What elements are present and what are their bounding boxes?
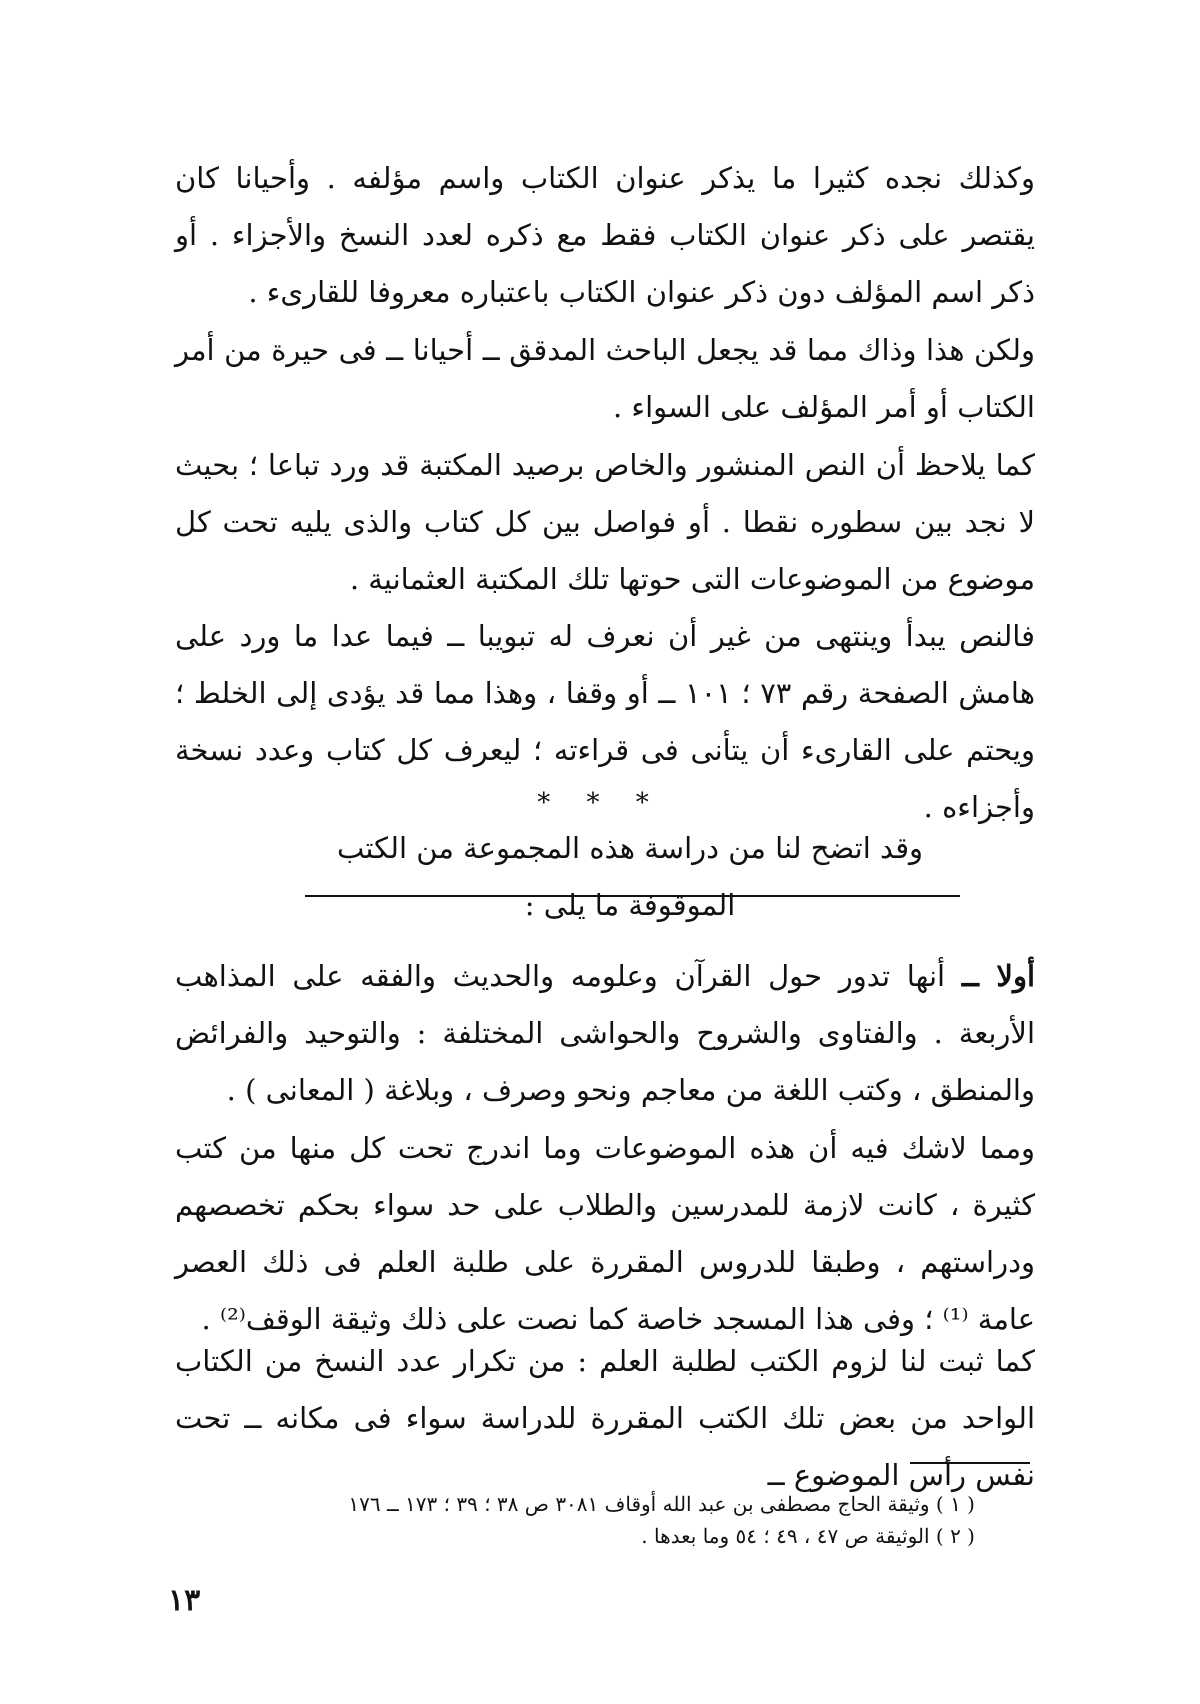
footnote-1: ( ١ ) وثيقة الحاج مصطفى بن عبد الله أوقاف ٣٠٨١ ص ٣٨ ؛ ٣٩ ؛ ١٧٣ ــ ١٧٦ bbox=[348, 1492, 975, 1516]
footnote-2: ( ٢ ) الوثيقة ص ٤٧ ، ٤٩ ؛ ٥٤ وما بعدها . bbox=[641, 1524, 975, 1548]
footnotes bbox=[265, 1488, 975, 1552]
paragraph-5 bbox=[175, 948, 1035, 1119]
paragraph-3: كما يلاحظ أن النص المنشور والخاص برصيد المكتبة قد ورد تباعا ؛ بحيث لا نجد بين سطوره نقطا . أو فواصل بين كل كتاب والذى يليه تحت كل موضوع من الموضوعات التى حوتها تلك المكتبة العثمانية . bbox=[175, 448, 1035, 596]
asterisk-separator: * * * bbox=[537, 788, 663, 818]
paragraph-6: ومما لاشك فيه أن هذه الموضوعات وما اندرج تحت كل منها من كتب كثيرة ، كانت لازمة للمدرسين والطلاب على حد سواء بحكم تخصصهم ودراستهم ، وطبقا للدروس المقررة على طلبة العلم فى ذلك العصر عامة ⁽¹⁾ ؛ وفى هذا المسجد خاصة كما نصت على ذلك وثيقة الوقف⁽²⁾ . bbox=[175, 1131, 1035, 1336]
section-heading: وقد اتضح لنا من دراسة هذه المجموعة من الكتب الموقوفة ما يلى : bbox=[336, 831, 924, 922]
footnote-rule bbox=[910, 1462, 1030, 1464]
paragraph-2: ولكن هذا وذاك مما قد يجعل الباحث المدقق ــ أحيانا ــ فى حيرة من أمر الكتاب أو أمر المؤلف على السواء . bbox=[175, 333, 1035, 424]
paragraph-4: فالنص يبدأ وينتهى من غير أن نعرف له تبويبا ــ فيما عدا ما ورد على هامش الصفحة رقم ٧٣ ؛ ١٠١ ــ أو وقفا ، وهذا مما قد يؤدى إلى الخلط ؛ ويحتم على القارىء أن يتأنى فى قراءته ؛ ليعرف كل كتاب وعدد نسخة وأجزاءه . bbox=[175, 619, 1035, 824]
heading-underline bbox=[305, 895, 960, 897]
paragraph-5-text: أنها تدور حول القرآن وعلومه والحديث والفقه على المذاهب الأربعة . والفتاوى والشروح والحواشى المختلفة : والتوحيد والفرائض والمنطق ، وكتب اللغة من معاجم ونحو وصرف ، وبلاغة ( المعانى ) . bbox=[175, 959, 1035, 1107]
paragraph-7: كما ثبت لنا لزوم الكتب لطلبة العلم : من تكرار عدد النسخ من الكتاب الواحد من بعض تلك الكتب المقررة للدراسة سواء فى مكانه ــ تحت نفس رأس الموضوع ــ bbox=[175, 1344, 1035, 1492]
page-number: ١٣ bbox=[168, 1583, 201, 1618]
paragraph-5-lead: أولا ــ bbox=[961, 959, 1036, 993]
paragraph-1: وكذلك نجده كثيرا ما يذكر عنوان الكتاب واسم مؤلفه . وأحيانا كان يقتصر على ذكر عنوان الكتاب فقط مع ذكره لعدد النسخ والأجزاء . أو ذكر اسم المؤلف دون ذكر عنوان الكتاب باعتباره معروفا للقارىء . bbox=[175, 161, 1035, 309]
